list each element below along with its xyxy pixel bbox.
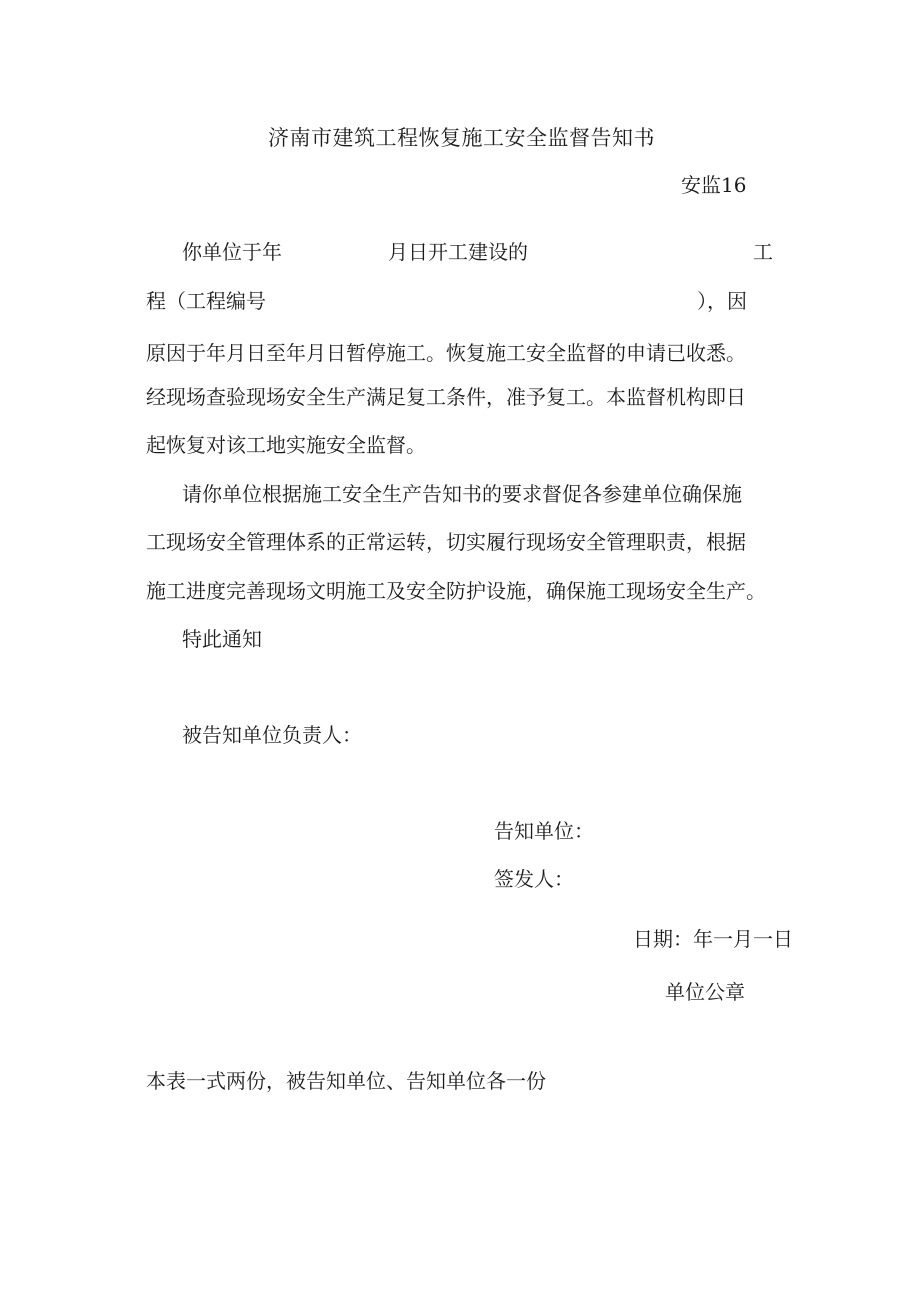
para1-line1-part-c: 工 <box>753 240 773 264</box>
para1-line3: 原因于年月日至年月日暂停施工。恢复施工安全监督的申请已收悉。 <box>146 341 746 365</box>
para1-line1-part-a: 你单位于年 <box>182 240 282 264</box>
para2-line2: 工现场安全管理体系的正常运转，切实履行现场安全管理职责，根据 <box>146 530 746 554</box>
date-label: 日期：年一月一日 <box>633 927 793 951</box>
para1-line2-part-a: 程（工程编号 <box>146 289 266 313</box>
para1-line4: 经现场查验现场安全生产满足复工条件，准予复工。本监督机构即日 <box>146 385 746 409</box>
recipient-label: 被告知单位负责人： <box>182 723 362 747</box>
form-code: 安监16 <box>681 173 747 197</box>
document-title: 济南市建筑工程恢复施工安全监督告知书 <box>268 126 655 150</box>
footer-note: 本表一式两份，被告知单位、告知单位各一份 <box>146 1069 546 1093</box>
notice-text: 特此通知 <box>182 627 262 651</box>
para1-line5: 起恢复对该工地实施安全监督。 <box>146 433 426 457</box>
issuer-label: 签发人： <box>494 867 574 891</box>
para1-line1-part-b: 月日开工建设的 <box>388 240 528 264</box>
para2-line1: 请你单位根据施工安全生产告知书的要求督促各参建单位确保施 <box>182 482 742 506</box>
seal-label: 单位公章 <box>665 980 745 1004</box>
para2-line3: 施工进度完善现场文明施工及安全防护设施，确保施工现场安全生产。 <box>146 579 766 603</box>
notifier-label: 告知单位： <box>494 819 594 843</box>
para1-line2-part-b: ），因 <box>697 289 747 313</box>
